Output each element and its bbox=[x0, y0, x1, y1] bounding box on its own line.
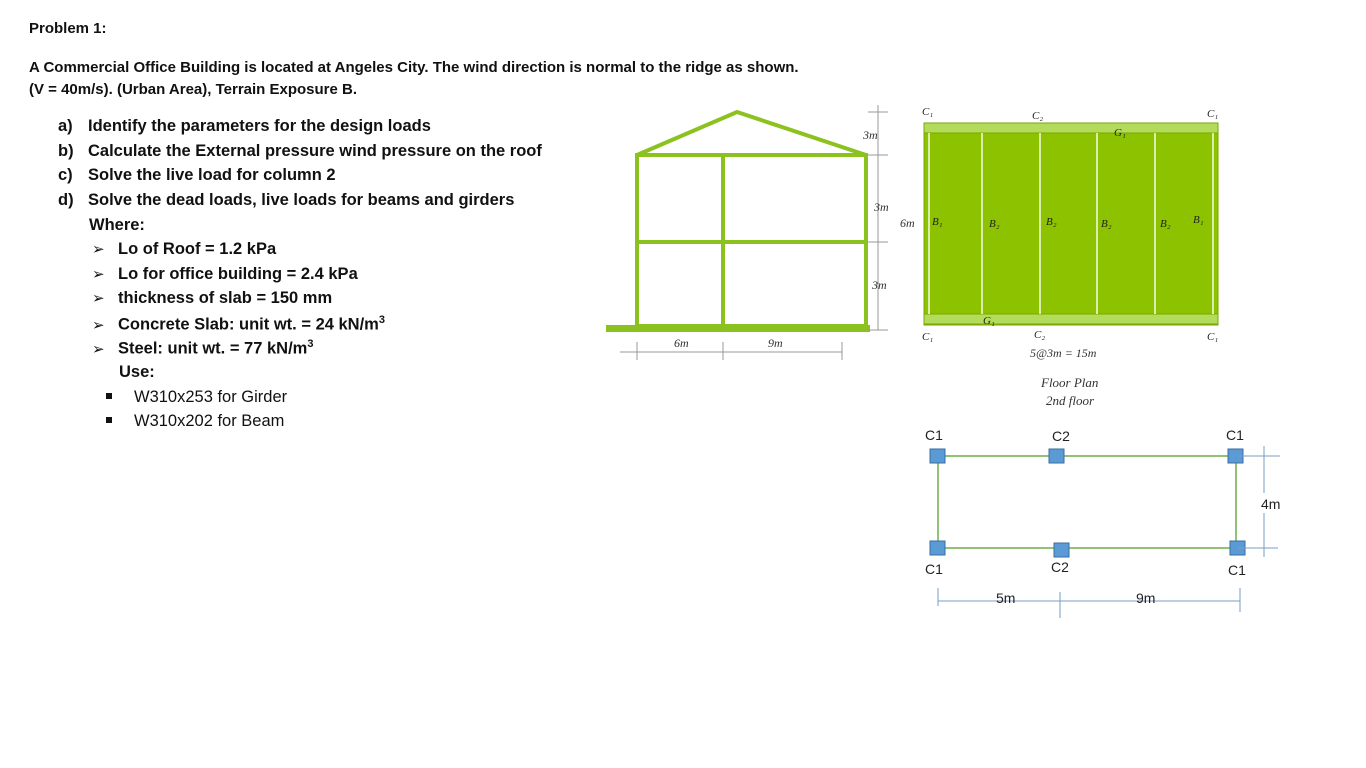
task-label: d) bbox=[58, 191, 74, 209]
column-plan bbox=[930, 446, 1287, 618]
task-text: Identify the parameters for the design loads bbox=[88, 117, 431, 135]
dim-column-right-span: 9m bbox=[1136, 590, 1156, 606]
where-item-text: Steel: unit wt. = 77 kN/m bbox=[118, 339, 308, 358]
dim-roof-height: 3m bbox=[863, 128, 878, 142]
beam-label: B₁ bbox=[932, 216, 943, 228]
arrow-bullet-icon: ➢ bbox=[92, 241, 105, 258]
beam-label: B₁ bbox=[1193, 214, 1204, 226]
column-label: C₁ bbox=[922, 106, 934, 118]
dim-left-span: 6m bbox=[674, 336, 689, 350]
girder-bottom bbox=[924, 314, 1218, 324]
where-item-text: Concrete Slab: unit wt. = 24 kN/m bbox=[118, 315, 379, 334]
column-label: C1 bbox=[1226, 427, 1244, 443]
task-text: Solve the dead loads, live loads for beams and girders bbox=[88, 191, 515, 209]
beam-label: B₂ bbox=[989, 218, 1000, 230]
column-label: C1 bbox=[925, 427, 943, 443]
where-item-text: Lo for office building = 2.4 kPa bbox=[118, 265, 358, 283]
ground-slab bbox=[606, 325, 870, 332]
task-label: a) bbox=[58, 117, 73, 135]
beam-label: B₂ bbox=[1160, 218, 1171, 230]
intro-line-1: A Commercial Office Building is located at Angeles City. The wind direction is normal to the ridge as shown. bbox=[29, 59, 799, 76]
beam-label: B₂ bbox=[1046, 216, 1057, 228]
floor-plan-caption: Floor Plan bbox=[1041, 375, 1099, 390]
floor-slab bbox=[924, 125, 1218, 325]
column-label: C₁ bbox=[1207, 108, 1219, 120]
superscript: 3 bbox=[378, 314, 385, 326]
beam-label: B₂ bbox=[1101, 218, 1112, 230]
task-label: b) bbox=[58, 142, 74, 160]
column-label: C1 bbox=[925, 561, 943, 577]
dim-column-depth: 4m bbox=[1261, 496, 1281, 512]
column-label: C₁ bbox=[922, 331, 934, 343]
building-elevation bbox=[606, 112, 870, 332]
floor-plan-caption: 2nd floor bbox=[1046, 393, 1095, 408]
column-c2 bbox=[1049, 449, 1064, 463]
column-label: C2 bbox=[1051, 559, 1069, 575]
column-label: C1 bbox=[1228, 562, 1246, 578]
task-label: c) bbox=[58, 166, 73, 184]
arrow-bullet-icon: ➢ bbox=[92, 316, 105, 334]
task-text: Solve the live load for column 2 bbox=[88, 166, 336, 184]
where-item-text: Lo of Roof = 1.2 kPa bbox=[118, 240, 277, 258]
girder-top bbox=[924, 123, 1218, 133]
dim-column-left-span: 5m bbox=[996, 590, 1016, 606]
column-c2 bbox=[1054, 543, 1069, 557]
column-plan-labels bbox=[925, 427, 1280, 606]
arrow-bullet-icon: ➢ bbox=[92, 266, 105, 283]
column-label: C₂ bbox=[1034, 329, 1046, 341]
use-item-text: W310x253 for Girder bbox=[134, 388, 288, 406]
where-item-text: thickness of slab = 150 mm bbox=[118, 289, 333, 307]
use-item-text: W310x202 for Beam bbox=[134, 412, 285, 430]
roof-outline bbox=[637, 112, 866, 155]
problem-title: Problem 1: bbox=[29, 20, 107, 37]
dim-story-2-height: 3m bbox=[874, 200, 889, 214]
floor-plan bbox=[924, 123, 1218, 325]
arrow-bullet-icon: ➢ bbox=[92, 340, 105, 358]
where-label: Where: bbox=[89, 216, 145, 234]
dim-story-1-height: 3m bbox=[872, 278, 887, 292]
girder-label: G₁ bbox=[1114, 127, 1126, 139]
beam-spacing-label: 5@3m = 15m bbox=[1030, 346, 1097, 360]
dim-right-span: 9m bbox=[768, 336, 783, 350]
girder-label: G₁ bbox=[983, 315, 995, 327]
dim-floor-depth: 6m bbox=[900, 216, 915, 230]
column-label: C₁ bbox=[1207, 331, 1219, 343]
column-label: C₂ bbox=[1032, 110, 1044, 122]
superscript: 3 bbox=[307, 338, 314, 350]
column-c1 bbox=[930, 449, 945, 463]
column-label: C2 bbox=[1052, 428, 1070, 444]
column-c1 bbox=[930, 541, 945, 555]
use-label: Use: bbox=[119, 363, 155, 381]
task-text: Calculate the External pressure wind pressure on the roof bbox=[88, 142, 542, 160]
arrow-bullet-icon: ➢ bbox=[92, 290, 105, 307]
intro-line-2: (V = 40m/s). (Urban Area), Terrain Exposure B. bbox=[29, 81, 358, 98]
